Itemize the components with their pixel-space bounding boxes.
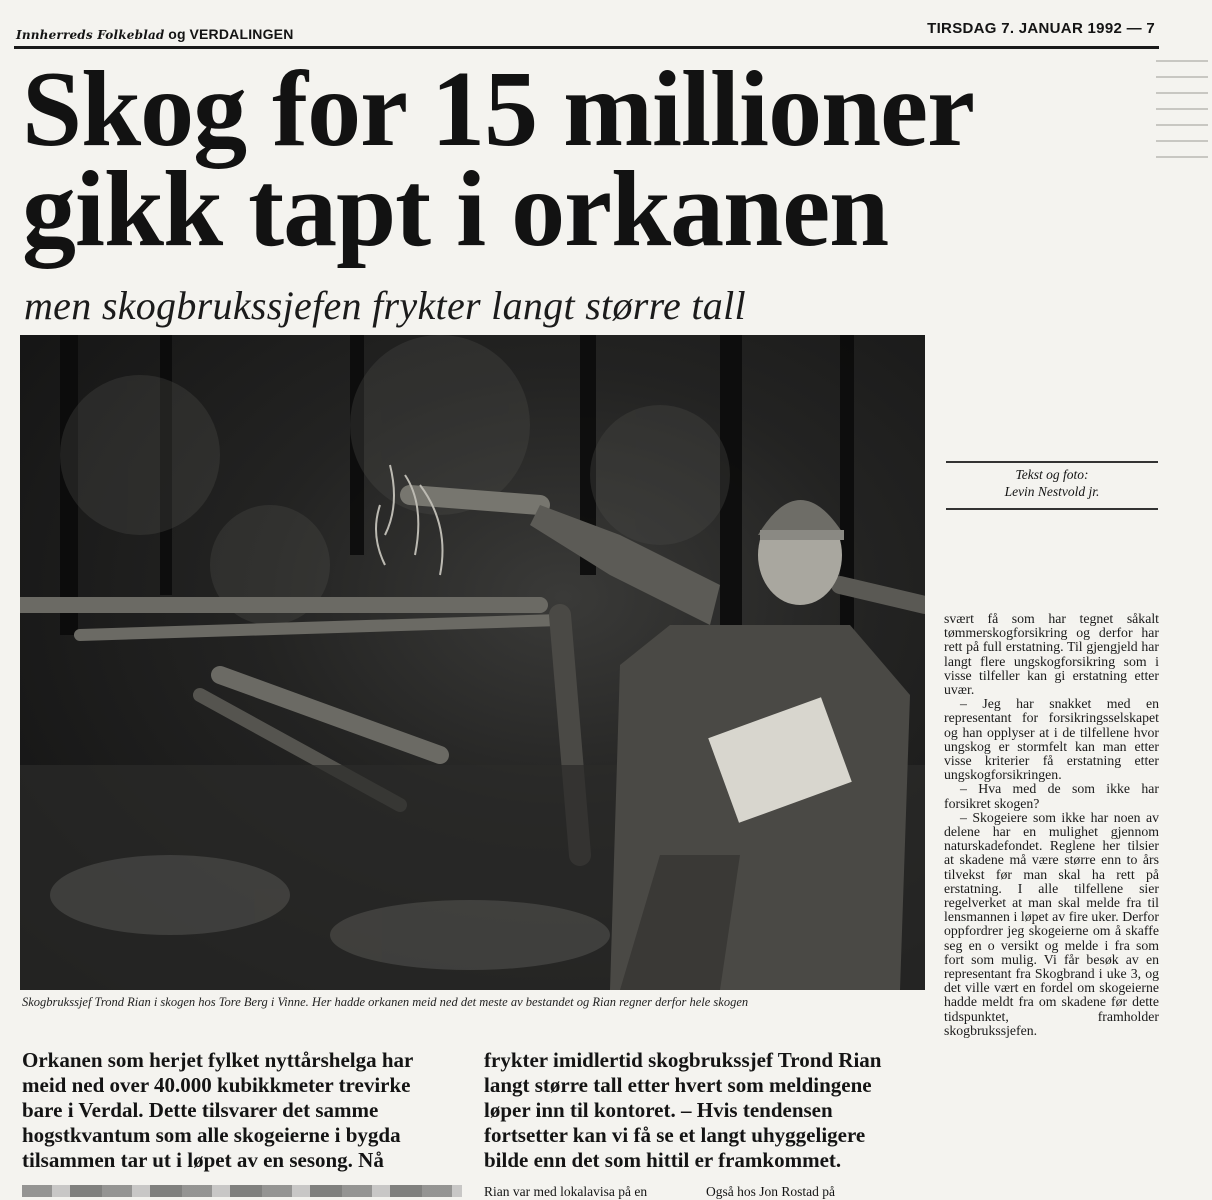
subheadline: men skogbrukssjefen frykter langt større tall [24,283,746,328]
masthead [14,20,1159,49]
ingress-line: løper inn til kontoret. – Hvis tendensen [484,1098,833,1122]
cut-off-text-col3: Også hos Jon Rostad på [706,1184,835,1199]
ingress-line: tilsammen tar ut i løpet av en sesong. Nå [22,1148,384,1172]
ingress-line: frykter imidlertid skogbrukssjef Trond Rian [484,1048,882,1072]
ingress-column-2 [484,1048,928,1173]
masthead-section: VERDALINGEN [189,26,294,42]
ingress-line: hogstkvantum som alle skogeierne i bygda [22,1123,401,1147]
side-column-text [944,612,1159,1038]
side-paragraph-4: – Skogeiere som ikke har noen av delene har en mulighet gjennom naturskadefondet. Reglene her tilsier at skadene må være større enn to års tilvekst før man skal ha rett på erstatning. I alle tilfellene sier regelverket at man skal melde fra til lensmannen i løpet av fire uker. Derfor oppfordrer jeg skogeierne om å skaffe seg en o versikt og melde i fra som fort som mulig. Vi får besøk av en representant fra Skogbrand i uke 3, og det ville vært en fordel om skogeierne hadde meldt fra om skadene før dette tidspunktet, framholder skogbrukssjefen. [944,809,1159,1038]
ingress-line: Orkanen som herjet fylket nyttårshelga har [22,1048,414,1072]
credit-line-1: Tekst og foto: [1015,467,1089,482]
ingress-column-1 [22,1048,470,1173]
cropped-photo-strip [22,1185,462,1197]
ingress-line: meid ned over 40.000 kubikkmeter trevirke [22,1073,411,1097]
ingress-line: fortsetter kan vi få se et langt uhyggeligere [484,1123,866,1147]
photo-illustration [20,335,925,990]
news-photo [20,335,925,990]
adjacent-page-edge [1156,60,1208,210]
credit-line-2: Levin Nestvold jr. [1004,484,1100,499]
headline-line-1: Skog for 15 millioner [22,50,975,169]
photo-caption: Skogbrukssjef Trond Rian i skogen hos Tore Berg i Vinne. Her hadde orkanen meid ned det meste av bestandet og Rian regner derfor hele skogen [22,995,749,1009]
masthead-date-page: TIRSDAG 7. JANUAR 1992 — 7 [927,20,1155,37]
ingress-line: bilde enn det som hittil er framkommet. [484,1148,842,1172]
ingress-line: bare i Verdal. Dette tilsvarer det samme [22,1098,379,1122]
side-paragraph-2: – Jeg har snakket med en representant for forsikringsselskapet og han opplyser at i de tilfellene hvor ungskog er stormfelt kan man etter visse kriterier få erstatning etter ungskogforsikringen. [944,696,1159,783]
side-paragraph-1: svært få som har tegnet såkalt tømmerskogforsikring og derfor har rett på full erstatning. Til gjengjeld har langt flere ungskogforsikring som i visse tilfeller kan gi erstatning etter uvær. [944,611,1159,698]
headline-line-2: gikk tapt i orkanen [22,150,889,269]
byline-credit [946,461,1158,510]
masthead-og: og [168,26,186,42]
headline [22,50,1162,269]
publication-name: Innherreds Folkeblad [16,28,165,42]
ingress-line: langt større tall etter hvert som meldingene [484,1073,872,1097]
masthead-publication [16,26,294,44]
side-paragraph-3: – Hva med de som ikke har forsikret skogen? [944,781,1159,811]
cut-off-text-col2: Rian var med lokalavisa på en [484,1184,648,1199]
